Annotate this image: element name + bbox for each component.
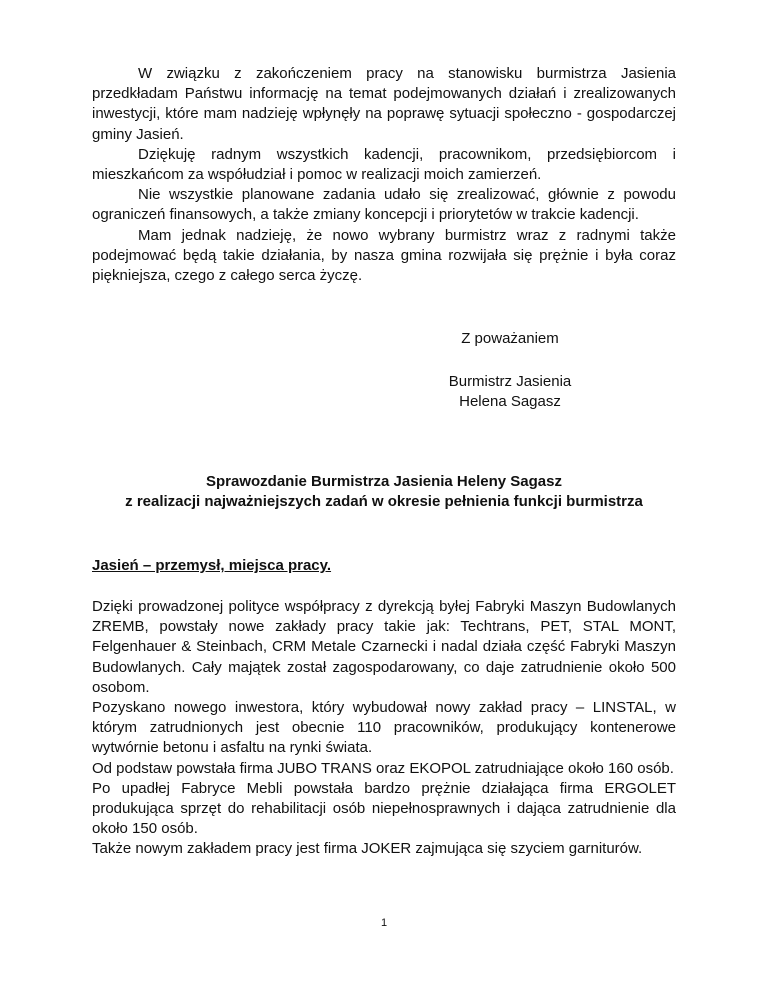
- signature-title: Burmistrz Jasienia: [448, 373, 572, 390]
- intro-paragraph: Nie wszystkie planowane zadania udało się zrealizować, głównie z powodu ograniczeń finansowych, a także zmiany koncepcji i priorytetów w trakcie kadencji.: [92, 186, 676, 224]
- signature-block: [400, 372, 620, 412]
- report-title-line-1: Sprawozdanie Burmistrza Jasienia Heleny Sagasz: [206, 473, 562, 490]
- report-title: [92, 472, 676, 512]
- intro-paragraph: W związku z zakończeniem pracy na stanowisku burmistrza Jasienia przedkładam Państwu informację na temat podejmowanych działań i zrealizowanych inwestycji, które mam nadzieję wpłynęły na poprawę sytuacji społeczno - gospodarczej gminy Jasień.: [92, 65, 676, 143]
- section-paragraph: Po upadłej Fabryce Mebli powstała bardzo prężnie działająca firma ERGOLET produkująca sprzęt do rehabilitacji osób niepełnosprawnych i dająca zatrudnienie dla około 150 osób.: [92, 779, 676, 838]
- intro-letter: [92, 64, 676, 286]
- intro-paragraph: Mam jednak nadzieję, że nowo wybrany burmistrz wraz z radnymi także podejmować będą takie działania, by nasza gmina rozwijała się prężnie i była coraz piękniejsza, czego z całego serca życzę.: [92, 226, 676, 285]
- signature-name: Helena Sagasz: [459, 393, 561, 411]
- closing-regards: Z poważaniem: [461, 330, 559, 347]
- section-heading: Jasień – przemysł, miejsca pracy.: [92, 557, 332, 574]
- section-paragraph: Od podstaw powstała firma JUBO TRANS oraz EKOPOL zatrudniające około 160 osób.: [92, 759, 674, 777]
- section-paragraph: Także nowym zakładem pracy jest firma JOKER zajmująca się szyciem garniturów.: [92, 840, 643, 858]
- report-title-line-2: z realizacji najważniejszych zadań w okresie pełnienia funkcji burmistrza: [125, 493, 643, 511]
- intro-paragraph: Dziękuję radnym wszystkich kadencji, pracownikom, przedsiębiorcom i mieszkańcom za współudział i pomoc w realizacji moich zamierzeń.: [92, 145, 676, 184]
- section-paragraph: Pozyskano nowego inwestora, który wybudował nowy zakład pracy – LINSTAL, w którym zatrudnionych jest obecnie 110 pracowników, produkujący kontenerowe wytwórnie betonu i asfaltu na rynki świata.: [92, 699, 676, 757]
- section-body: [92, 597, 676, 860]
- page-number: 1: [380, 917, 388, 929]
- section-paragraph: Dzięki prowadzonej polityce współpracy z dyrekcją byłej Fabryki Maszyn Budowlanych ZREMB, powstały nowe zakłady pracy takie jak: Techtrans, PET, STAL MONT, Felgenhauer & Steinbach, CRM Metale Czarnecki i nadal działa część Fabryki Maszyn Budowlanych. Cały majątek został zagospodarowany, co daje zatrudnienie około 500 osobom.: [92, 598, 676, 696]
